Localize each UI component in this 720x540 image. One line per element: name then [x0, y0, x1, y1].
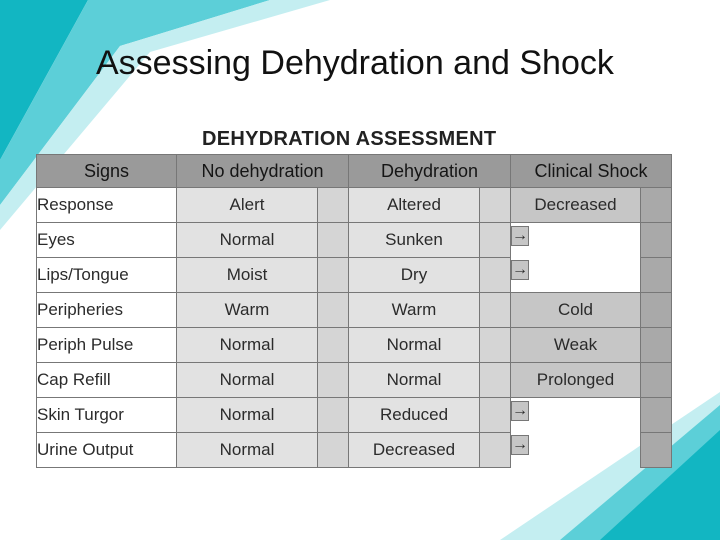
dehydration-cell: Reduced: [349, 398, 480, 433]
no-dehydration-cell: Normal: [177, 363, 318, 398]
sign-cell: Urine Output: [37, 433, 177, 468]
clinical-shock-cell: Weak: [511, 328, 641, 363]
no-dehydration-cell: Moist: [177, 258, 318, 293]
spacer-cell: [641, 258, 672, 293]
table-row: [37, 258, 672, 293]
spacer-cell: [480, 363, 511, 398]
spacer-cell: [641, 328, 672, 363]
table-body: [37, 188, 672, 468]
clinical-shock-cell: Cold: [511, 293, 641, 328]
dehydration-cell: Sunken: [349, 223, 480, 258]
table-heading: DEHYDRATION ASSESSMENT: [202, 128, 497, 150]
dehydration-cell: Normal: [349, 363, 480, 398]
dehydration-assessment-table: [36, 154, 672, 468]
sign-cell: Peripheries: [37, 293, 177, 328]
spacer-cell: [318, 398, 349, 433]
no-dehydration-cell: Normal: [177, 398, 318, 433]
sign-cell: Skin Turgor: [37, 398, 177, 433]
spacer-cell: [318, 293, 349, 328]
spacer-cell: [318, 433, 349, 468]
sign-cell: Lips/Tongue: [37, 258, 177, 293]
header-signs: Signs: [37, 155, 177, 188]
table-header-row: [37, 155, 672, 188]
dehydration-cell: Dry: [349, 258, 480, 293]
header-dehydration: Dehydration: [349, 155, 511, 188]
clinical-shock-cell: Decreased: [511, 188, 641, 223]
dehydration-cell: Normal: [349, 328, 480, 363]
spacer-cell: [318, 328, 349, 363]
clinical-shock-cell: →: [512, 436, 528, 454]
clinical-shock-cell: →: [512, 401, 528, 419]
sign-cell: Eyes: [37, 223, 177, 258]
spacer-cell: [480, 188, 511, 223]
spacer-cell: [641, 188, 672, 223]
no-dehydration-cell: Normal: [177, 328, 318, 363]
spacer-cell: [480, 328, 511, 363]
clinical-shock-cell: →: [512, 226, 528, 244]
spacer-cell: [480, 398, 511, 433]
no-dehydration-cell: Normal: [177, 433, 318, 468]
header-clinical-shock: Clinical Shock: [511, 155, 672, 188]
table-row: [37, 363, 672, 398]
dehydration-cell: Warm: [349, 293, 480, 328]
header-no-dehydration: No dehydration: [177, 155, 349, 188]
spacer-cell: [641, 433, 672, 468]
spacer-cell: [480, 223, 511, 258]
spacer-cell: [641, 398, 672, 433]
sign-cell: Periph Pulse: [37, 328, 177, 363]
table-row: [37, 293, 672, 328]
clinical-shock-cell: Prolonged: [511, 363, 641, 398]
spacer-cell: [480, 258, 511, 293]
spacer-cell: [480, 293, 511, 328]
spacer-cell: [318, 258, 349, 293]
no-dehydration-cell: Warm: [177, 293, 318, 328]
spacer-cell: [641, 293, 672, 328]
spacer-cell: [641, 363, 672, 398]
spacer-cell: [318, 188, 349, 223]
slide-title: Assessing Dehydration and Shock: [96, 44, 614, 82]
sign-cell: Response: [37, 188, 177, 223]
no-dehydration-cell: Alert: [177, 188, 318, 223]
table-row: [37, 433, 672, 468]
spacer-cell: [641, 223, 672, 258]
spacer-cell: [480, 433, 511, 468]
clinical-shock-cell: →: [512, 261, 528, 279]
table-row: [37, 223, 672, 258]
spacer-cell: [318, 223, 349, 258]
dehydration-cell: Altered: [349, 188, 480, 223]
table-row: [37, 188, 672, 223]
no-dehydration-cell: Normal: [177, 223, 318, 258]
table-row: [37, 328, 672, 363]
dehydration-cell: Decreased: [349, 433, 480, 468]
sign-cell: Cap Refill: [37, 363, 177, 398]
table-row: [37, 398, 672, 433]
spacer-cell: [318, 363, 349, 398]
